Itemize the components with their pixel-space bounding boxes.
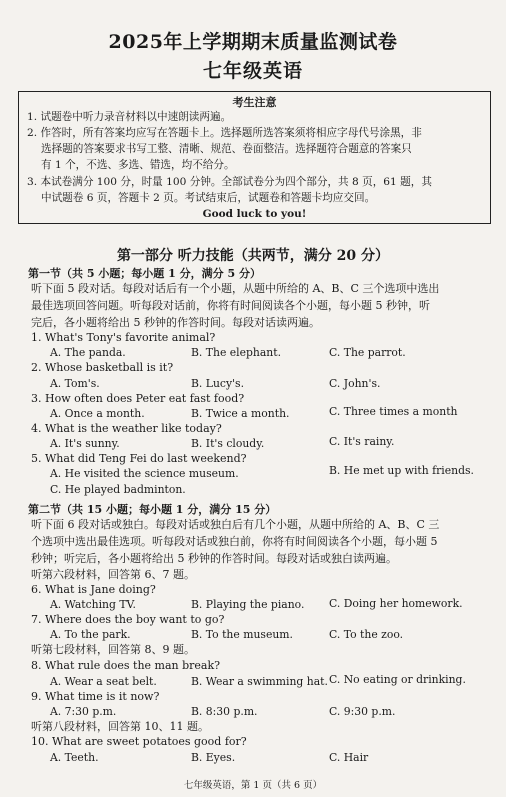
q4-option-c: C. It's rainy. <box>329 435 395 448</box>
notice-title: 考生注意 <box>232 96 277 109</box>
q7-option-a: A. To the park. <box>50 628 131 641</box>
q5-option-b: B. He met up with friends. <box>329 464 474 477</box>
q9-option-b: B. 8:30 p.m. <box>191 705 258 718</box>
question-9: 9. What time is it now? <box>31 690 160 703</box>
section1-instruction-1: 听下面 5 段对话。每段对话后有一个小题，从题中所给的 A、B、C 三个选项中选出 <box>31 282 440 295</box>
material-6-note: 听第六段材料，回答第 6、7 题。 <box>31 568 195 581</box>
q7-option-c: C. To the zoo. <box>329 628 404 641</box>
material-8-note: 听第八段材料，回答第 10、11 题。 <box>31 720 209 733</box>
q3-option-c: C. Three times a month <box>329 405 458 418</box>
section1-instruction-3: 完后，各小题将给出 5 秒钟的作答时间。每段对话读两遍。 <box>31 316 320 329</box>
q4-option-b: B. It's cloudy. <box>191 437 265 450</box>
q8-option-c: C. No eating or drinking. <box>329 673 466 686</box>
question-6: 6. What is Jane doing? <box>31 583 156 596</box>
q2-option-a: A. Tom's. <box>50 377 100 390</box>
question-4: 4. What is the weather like today? <box>31 422 222 435</box>
q8-option-b: B. Wear a swimming hat. <box>191 675 328 688</box>
section1-heading: 第一节（共 5 小题；每小题 1 分，满分 5 分） <box>28 267 261 280</box>
question-10: 10. What are sweet potatoes good for? <box>31 735 247 748</box>
q1-option-c: C. The parrot. <box>329 346 406 359</box>
q10-option-a: A. Teeth. <box>50 751 99 764</box>
exam-title: 2025年上学期期末质量监测试卷 <box>108 31 398 53</box>
q6-option-c: C. Doing her homework. <box>329 597 463 610</box>
notice-line-2: 2. 作答时，所有答案均应写在答题卡上。选择题所选答案须将相应字母代号涂黑，非 <box>27 127 422 139</box>
page-footer: 七年级英语，第 1 页（共 6 页） <box>183 780 323 791</box>
q9-option-c: C. 9:30 p.m. <box>329 705 396 718</box>
q7-option-b: B. To the museum. <box>191 628 293 641</box>
notice-line-1: 1. 试题卷中听力录音材料以中速朗读两遍。 <box>27 111 232 123</box>
section2-instruction-3: 秒钟；听完后，各小题将给出 5 秒钟的作答时间。每段对话或独白读两遍。 <box>31 552 397 565</box>
section1-instruction-2: 最佳选项回答问题。听每段对话前，你将有时间阅读各个小题，每小题 5 秒钟，听 <box>31 299 430 312</box>
section2-instruction-2: 个选项中选出最佳选项。听每段对话或独白前，你将有时间阅读各个小题，每小题 5 <box>31 535 438 548</box>
part1-title: 第一部分 听力技能（共两节，满分 20 分） <box>116 248 390 264</box>
notice-line-4: 有 1 个，不选、多选、错选，均不给分。 <box>41 159 235 171</box>
good-luck-text: Good luck to you! <box>202 208 307 220</box>
question-7: 7. Where does the boy want to go? <box>31 613 225 626</box>
question-8: 8. What rule does the man break? <box>31 659 221 672</box>
section2-heading: 第二节（共 15 小题；每小题 1 分，满分 15 分） <box>28 503 277 516</box>
q10-option-b: B. Eyes. <box>191 751 236 764</box>
section2-instruction-1: 听下面 6 段对话或独白。每段对话或独白后有几个小题，从题中所给的 A、B、C 三 <box>31 518 440 531</box>
question-3: 3. How often does Peter eat fast food? <box>31 392 245 405</box>
question-2: 2. Whose basketball is it? <box>31 361 174 374</box>
exam-subtitle: 七年级英语 <box>202 60 303 82</box>
q10-option-c: C. Hair <box>329 751 369 764</box>
notice-line-3: 选择题的答案要求书写工整、清晰、规范、卷面整洁。选择题符合题意的答案只 <box>41 143 412 155</box>
q2-option-c: C. John's. <box>329 377 381 390</box>
q3-option-a: A. Once a month. <box>50 407 145 420</box>
q3-option-b: B. Twice a month. <box>191 407 290 420</box>
notice-box <box>18 91 491 224</box>
q6-option-a: A. Watching TV. <box>50 598 136 611</box>
question-1: 1. What's Tony's favorite animal? <box>31 331 216 344</box>
q9-option-a: A. 7:30 p.m. <box>50 705 117 718</box>
question-5: 5. What did Teng Fei do last weekend? <box>31 452 247 465</box>
q5-option-c: C. He played badminton. <box>50 483 186 496</box>
q8-option-a: A. Wear a seat belt. <box>50 675 157 688</box>
q4-option-a: A. It's sunny. <box>50 437 120 450</box>
q5-option-a: A. He visited the science museum. <box>50 467 239 480</box>
notice-line-5: 3. 本试卷满分 100 分，时量 100 分钟。全部试卷分为四个部分，共 8 页，61 题，其 <box>27 176 432 188</box>
q2-option-b: B. Lucy's. <box>191 377 245 390</box>
q1-option-a: A. The panda. <box>50 346 126 359</box>
material-7-note: 听第七段材料，回答第 8、9 题。 <box>31 643 195 656</box>
notice-line-6: 中试题卷 6 页，答题卡 2 页。考试结束后，试题卷和答题卡均应交回。 <box>41 192 376 204</box>
q1-option-b: B. The elephant. <box>191 346 282 359</box>
q6-option-b: B. Playing the piano. <box>191 598 305 611</box>
